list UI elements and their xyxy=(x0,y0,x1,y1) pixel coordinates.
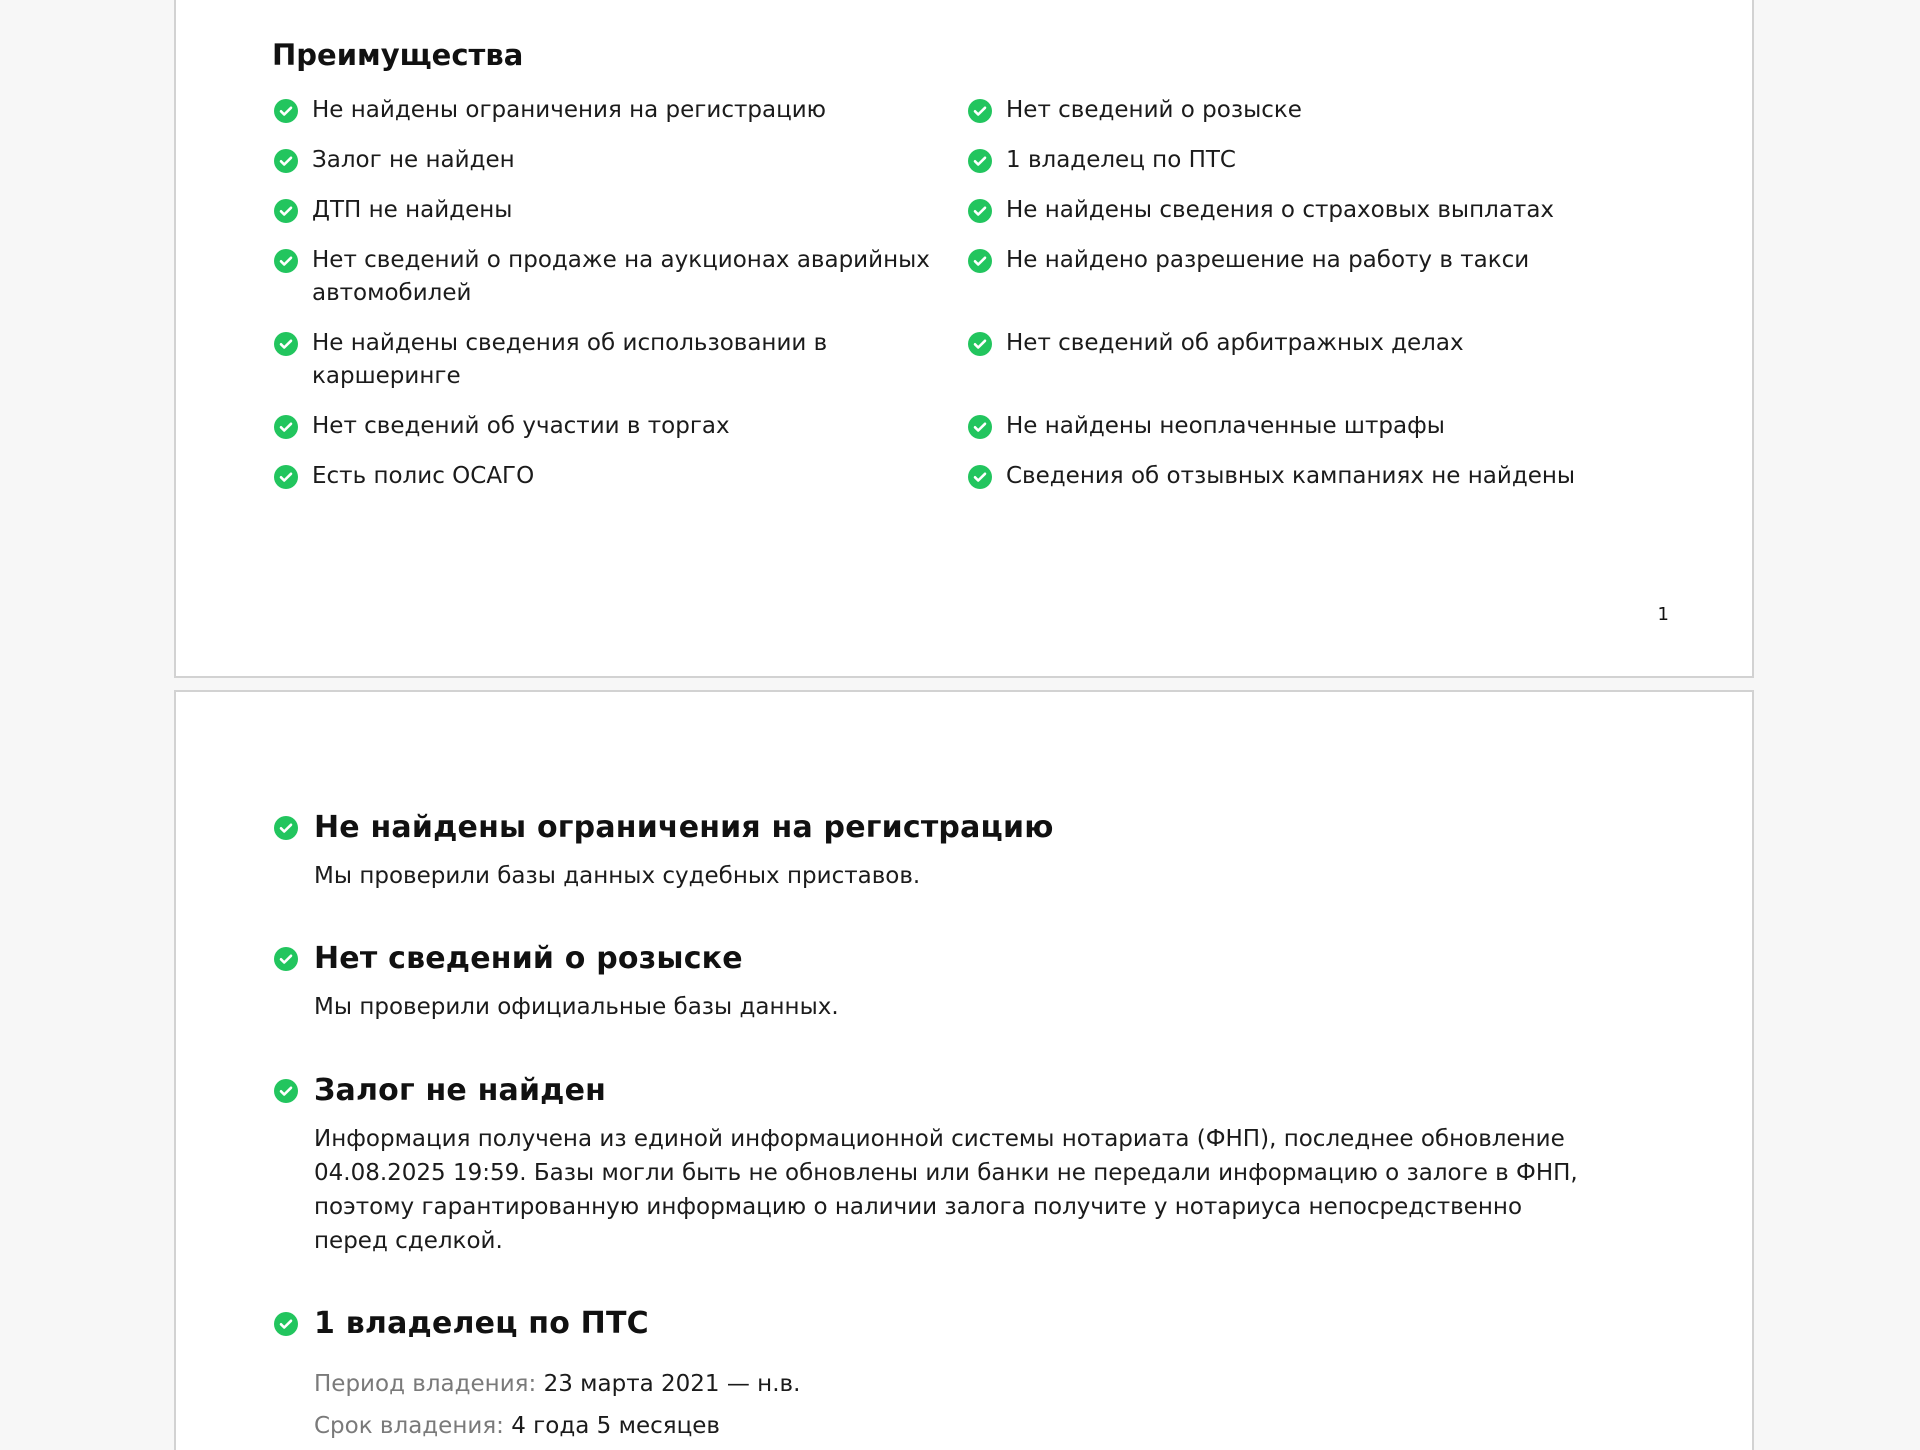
check-circle-icon xyxy=(274,816,298,840)
check-circle-icon xyxy=(274,1312,298,1336)
detail-body: Мы проверили базы данных судебных приставов. xyxy=(314,863,921,889)
check-circle-icon xyxy=(274,1079,298,1103)
check-circle-icon xyxy=(274,249,298,273)
advantage-item xyxy=(968,94,1608,127)
check-circle-icon xyxy=(968,249,992,273)
advantage-text: ДТП не найдены xyxy=(312,197,513,223)
ownership-term-row xyxy=(314,1409,1614,1443)
check-circle-icon xyxy=(274,149,298,173)
detail-title: Нет сведений о розыске xyxy=(314,941,743,976)
detail-body: Мы проверили официальные базы данных. xyxy=(314,994,839,1020)
advantage-item xyxy=(274,460,954,493)
advantage-text: Не найдено разрешение на работу в такси xyxy=(1006,247,1530,273)
advantage-item xyxy=(968,410,1608,443)
advantage-text: Нет сведений об арбитражных делах xyxy=(1006,330,1464,356)
check-circle-icon xyxy=(274,332,298,356)
advantage-item xyxy=(274,244,954,310)
detail-section-registration xyxy=(274,810,1614,893)
advantage-text: Не найдены сведения о страховых выплатах xyxy=(1006,197,1555,223)
advantage-text: Нет сведений об участии в торгах xyxy=(312,413,730,439)
advantage-text: Залог не найден xyxy=(312,147,515,173)
advantage-text: Не найдены сведения об использовании в каршеринге xyxy=(312,330,828,389)
ownership-term-value: 4 года 5 месяцев xyxy=(511,1413,720,1439)
advantage-text: Не найдены неоплаченные штрафы xyxy=(1006,413,1445,439)
advantage-text: Нет сведений о продаже на аукционах аварийных автомобилей xyxy=(312,247,930,306)
ownership-period-label: Период владения: xyxy=(314,1371,537,1397)
advantage-text: Есть полис ОСАГО xyxy=(312,463,535,489)
advantage-text: Нет сведений о розыске xyxy=(1006,97,1302,123)
ownership-period-row xyxy=(314,1367,1614,1401)
advantage-item xyxy=(274,94,954,127)
detail-title: Залог не найден xyxy=(314,1073,607,1108)
advantage-item xyxy=(274,194,954,227)
advantage-text: Сведения об отзывных кампаниях не найдены xyxy=(1006,463,1576,489)
advantage-item xyxy=(968,244,1608,277)
check-circle-icon xyxy=(274,947,298,971)
advantage-item xyxy=(968,327,1608,360)
detail-section-pledge xyxy=(274,1073,1614,1258)
check-circle-icon xyxy=(274,199,298,223)
check-circle-icon xyxy=(968,149,992,173)
advantage-item xyxy=(274,410,954,443)
detail-body: Информация получена из единой информационной системы нотариата (ФНП), последнее обновление 04.08.2025 19:59. Базы могли быть не обновлены или банки не передали информацию о залоге в ФНП, поэтому гарантированную информацию о наличии залога получите у нотариуса непосредственно перед сделкой. xyxy=(314,1126,1578,1254)
check-circle-icon xyxy=(968,465,992,489)
ownership-period-value: 23 марта 2021 — н.в. xyxy=(543,1371,801,1397)
advantage-item xyxy=(968,460,1608,493)
advantage-item xyxy=(274,144,954,177)
ownership-term-label: Срок владения: xyxy=(314,1413,504,1439)
detail-section-owners xyxy=(274,1306,1614,1443)
detail-section-wanted xyxy=(274,941,1614,1024)
section-title-advantages: Преимущества xyxy=(272,38,524,72)
advantage-text: Не найдены ограничения на регистрацию xyxy=(312,97,827,123)
advantage-item xyxy=(274,327,954,393)
check-circle-icon xyxy=(274,465,298,489)
advantage-item xyxy=(968,194,1608,227)
check-circle-icon xyxy=(968,415,992,439)
check-circle-icon xyxy=(274,99,298,123)
advantages-right-column xyxy=(968,94,1608,510)
document-page-1 xyxy=(174,0,1754,678)
detail-title: Не найдены ограничения на регистрацию xyxy=(314,810,1054,845)
advantage-item xyxy=(968,144,1608,177)
advantage-text: 1 владелец по ПТС xyxy=(1006,147,1236,173)
page-number: 1 xyxy=(1657,604,1669,625)
check-circle-icon xyxy=(274,415,298,439)
detail-title: 1 владелец по ПТС xyxy=(314,1306,649,1341)
document-page-2 xyxy=(174,690,1754,1450)
advantages-left-column xyxy=(274,94,954,510)
check-circle-icon xyxy=(968,99,992,123)
check-circle-icon xyxy=(968,332,992,356)
check-circle-icon xyxy=(968,199,992,223)
